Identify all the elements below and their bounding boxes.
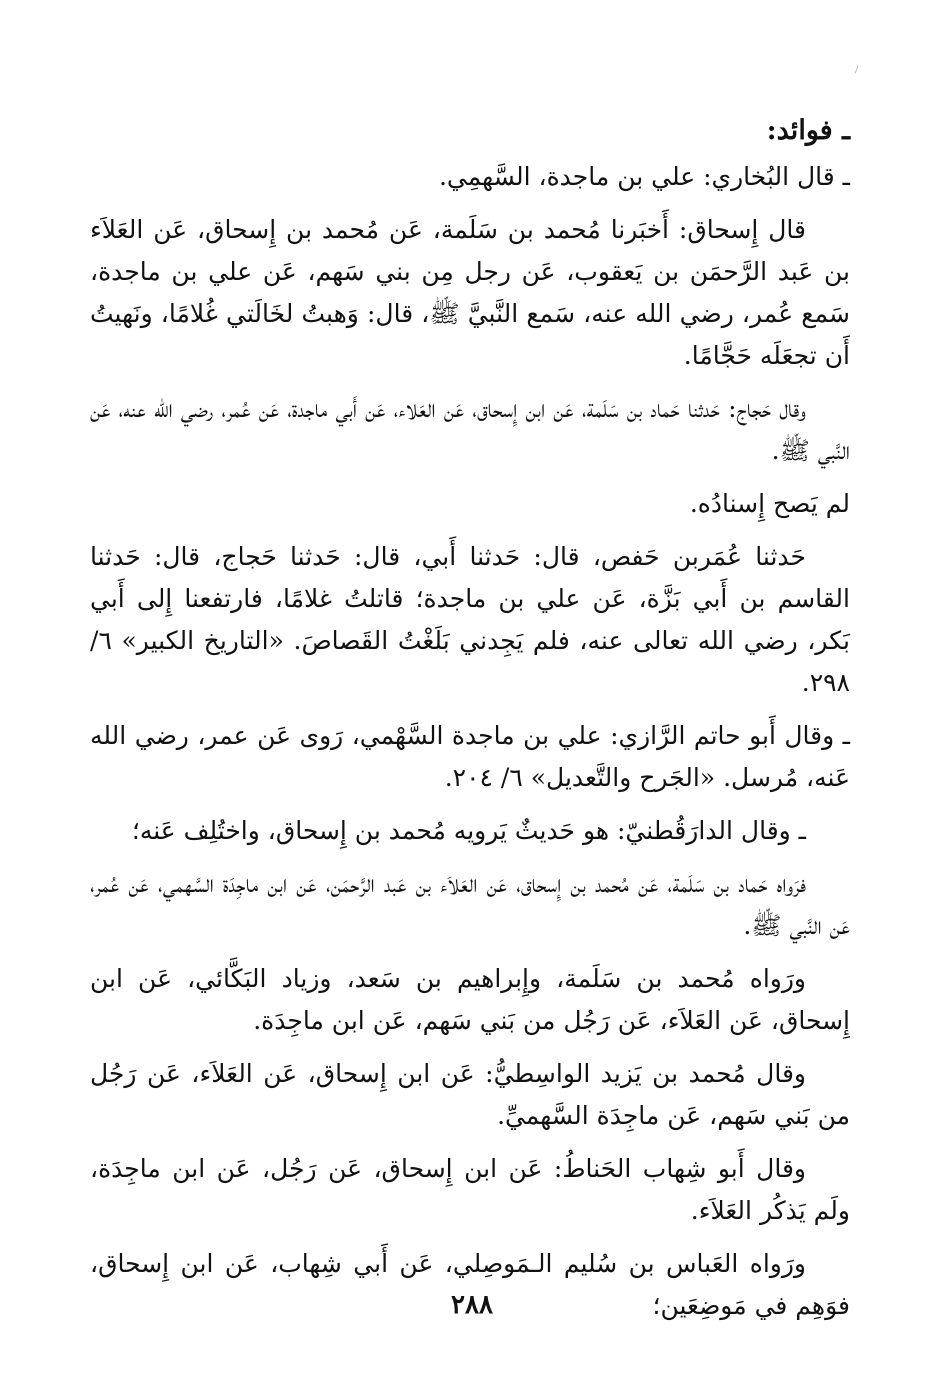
page-number: ٢٨٨ [451,1290,493,1320]
paragraph-daraqutni: ـ وقال الدارَقُطنيّ: هو حَديثٌ يَرويه مُحمد بن إِسحاق، واختُلِف عَنه؛ [131,816,806,845]
paragraph-abu-shihab: وقال أَبو شِهاب الحَناطُ: عَن ابن إِسحاق، عَن رَجُل، عَن ابن ماجِدَة، ولَم يَذكُر العَلاَء. [90,1154,850,1225]
scan-speck [855,66,861,75]
paragraph-umar-ibn-hafs: حَدثنا عُمَربن حَفص، قال: حَدثنا أَبي، قال: حَدثنا حَجاج، قال: حَدثنا القاسم بن أَبي بَزَّة، عَن علي بن ماجدة؛ قاتلتُ غلامًا، فارتفعنا إِلى أَبي بَكر، رضي الله تعالى عنه، فلم يَجِدني بَلَغْتُ القَصاصَ. «التاريخ الكبير» ٦/ ٢٩٨. [90,542,850,697]
paragraph-muhammad-ibn-salama: ورَواه مُحمد بن سَلَمة، وإِبراهيم بن سَعد، وزياد البَكَّائي، عَن ابن إِسحاق، عَن العَلاَء، عَن رَجُل من بَني سَهم، عَن ابن ماجِدَة. [90,964,850,1035]
paragraph-abu-hatim: ـ وقال أَبو حاتم الرَّازي: علي بن ماجدة السَّهْمي، رَوى عَن عمر، رضي الله عَنه، مُرسل. «الجَرح والتَّعديل» ٦/ ٢٠٤. [90,721,850,792]
paragraph-wasiti: وقال مُحمد بن يَزيد الواسِطيُّ: عَن ابن إِسحاق، عَن العَلاَء، عَن رَجُل من بَني سَهم، عَن ماجِدَة السَّهميِّ. [90,1059,850,1130]
paragraph-hajjaj: وقال حَجاج: حَدثنا حَماد بن سَلَمة، عَن ابن إِسحاق، عَن العَلاء، عَن أَبي ماجدة، عَن عُمر، رضي الله عنه، عَن النَّبي ﷺ. [90,394,850,465]
paragraph-bukhari: ـ قال البُخاري: علي بن ماجدة، السَّهمِي. [438,162,850,191]
paragraph-hammad: فرَواه حَماد بن سَلَمة، عَن مُحمد بن إِسحاق، عَن العَلاَء بن عَبد الرَّحمَن، عَن ابن ماجِدَة السَّهمي، عَن عُمر، عَن النَّبي ﷺ. [90,869,850,940]
paragraph-abbas: ورَواه العَباس بن سُليم الـمَوصِلي، عَن أَبي شِهاب، عَن ابن إِسحاق، فوَهِم في مَوضِعَين؛ [90,1249,850,1320]
section-heading: ـ فوائد: [766,115,850,146]
paragraph-isnad-note: لم يَصح إِسنادُه. [689,489,850,518]
paragraph-ishaq: قال إِسحاق: أَخبَرنا مُحمد بن سَلَمة، عَن مُحمد بن إِسحاق، عَن العَلاَء بن عَبد الرَّحمَن بن يَعقوب، عَن رجل مِن بني سَهم، عَن علي بن ماجدة، سَمع عُمر، رضي الله عنه، سَمع النَّبيَّ ﷺ، قال: وَهبتُ لخَالَتي غُلامًا، ونَهيتُ أَن تجعَلَه حَجَّامًا. [90,215,850,370]
